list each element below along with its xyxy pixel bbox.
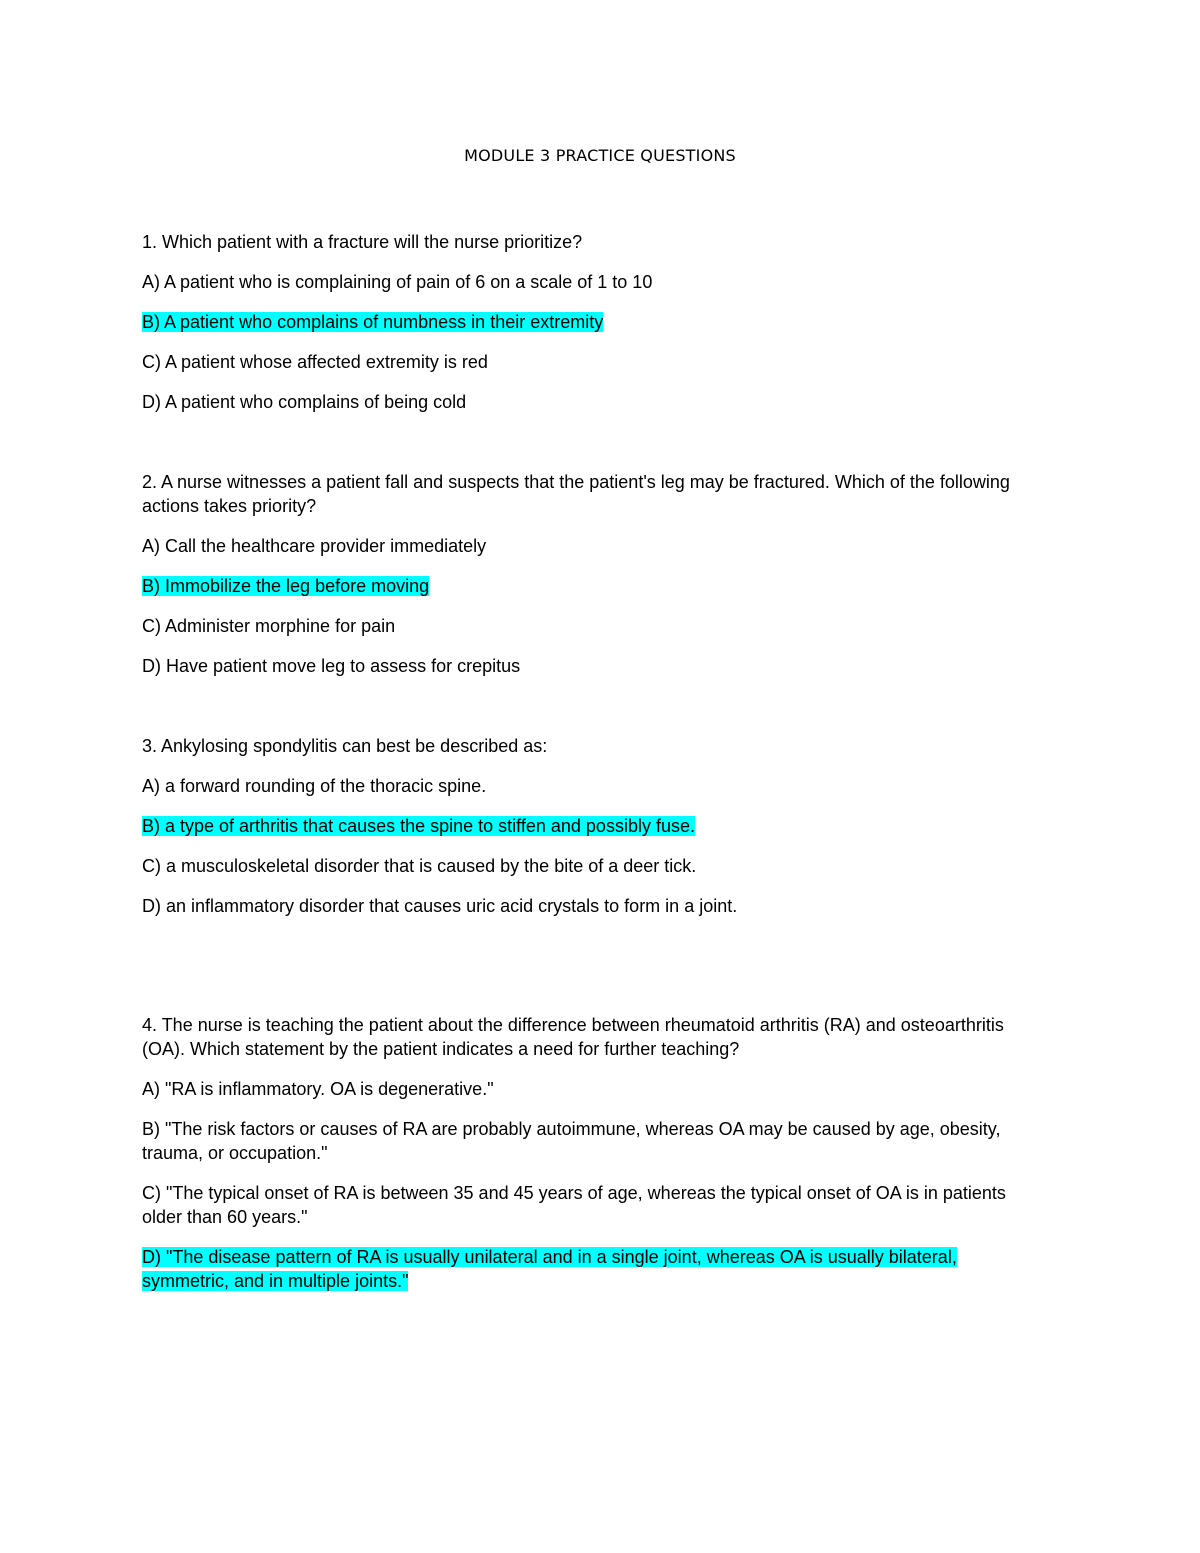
highlighted-answer: B) a type of arthritis that causes the spine to stiffen and possibly fuse. (142, 816, 695, 836)
question-2 (142, 470, 1042, 694)
option-text: A) "RA is inflammatory. OA is degenerative." (142, 1079, 494, 1099)
option-text: D) Have patient move leg to assess for crepitus (142, 656, 521, 676)
option-b-correct (142, 574, 1042, 598)
question-text: 3. Ankylosing spondylitis can best be described as: (142, 736, 548, 756)
option-text: D) A patient who complains of being cold (142, 392, 467, 412)
option-b (142, 1117, 1042, 1165)
highlighted-answer: B) Immobilize the leg before moving (142, 576, 430, 596)
option-d-correct (142, 1245, 1042, 1293)
option-d (142, 654, 1042, 678)
highlighted-answer: B) A patient who complains of numbness in their extremity (142, 312, 604, 332)
question-4 (142, 1013, 1042, 1309)
option-c (142, 614, 1042, 638)
question-text: 4. The nurse is teaching the patient about the difference between rheumatoid arthritis (RA) and osteoarthritis (OA). Which statement by the patient indicates a need for further teaching? (142, 1015, 1004, 1059)
option-a (142, 270, 1042, 294)
option-b-correct (142, 310, 1042, 334)
option-d (142, 390, 1042, 414)
option-text: D) an inflammatory disorder that causes uric acid crystals to form in a joint. (142, 896, 738, 916)
option-text: C) Administer morphine for pain (142, 616, 396, 636)
page-title: MODULE 3 PRACTICE QUESTIONS (464, 146, 736, 165)
option-c (142, 350, 1042, 374)
option-a (142, 774, 1042, 798)
option-text: C) "The typical onset of RA is between 35 and 45 years of age, whereas the typical onset of OA is in patients older than 60 years." (142, 1183, 1006, 1227)
option-d (142, 894, 1042, 918)
option-c (142, 854, 1042, 878)
option-text: C) a musculoskeletal disorder that is caused by the bite of a deer tick. (142, 856, 697, 876)
option-c (142, 1181, 1042, 1229)
question-text: 2. A nurse witnesses a patient fall and suspects that the patient's leg may be fractured. Which of the following actions takes priority? (142, 472, 1010, 516)
option-text: B) "The risk factors or causes of RA are probably autoimmune, whereas OA may be caused by age, obesity, trauma, or occupation." (142, 1119, 1001, 1163)
option-b-correct (142, 814, 1042, 838)
question-3 (142, 734, 1042, 934)
option-text: C) A patient whose affected extremity is red (142, 352, 488, 372)
question-text: 1. Which patient with a fracture will the nurse prioritize? (142, 232, 583, 252)
option-text: A) A patient who is complaining of pain of 6 on a scale of 1 to 10 (142, 272, 653, 292)
option-a (142, 534, 1042, 558)
highlighted-answer: D) "The disease pattern of RA is usually unilateral and in a single joint, whereas OA is usually bilateral, symmetric, and in multiple joints." (142, 1247, 957, 1291)
option-a (142, 1077, 1042, 1101)
question-1 (142, 230, 1042, 430)
option-text: A) a forward rounding of the thoracic spine. (142, 776, 487, 796)
option-text: A) Call the healthcare provider immediately (142, 536, 487, 556)
